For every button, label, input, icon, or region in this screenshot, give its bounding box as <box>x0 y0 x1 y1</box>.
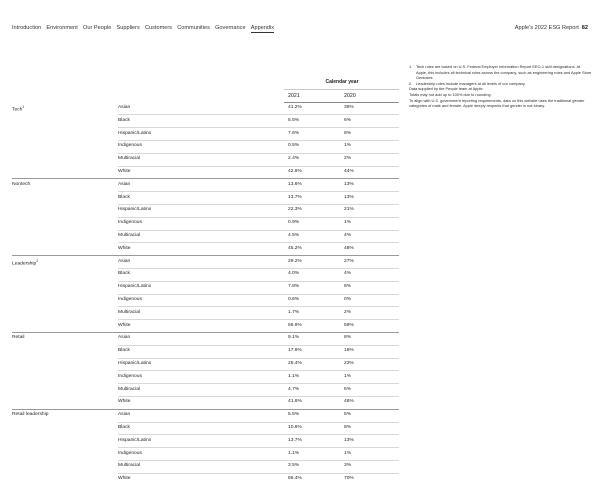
category-name: Nontech <box>12 182 30 187</box>
row-label: Multiracial <box>118 387 140 392</box>
row-divider <box>118 306 399 307</box>
row-label: Indigenous <box>118 143 142 148</box>
footnote-text: Data supplied by the People team at Apple. <box>409 86 484 91</box>
value-2020: 13% <box>344 195 354 200</box>
value-2021: 7.6% <box>288 131 299 136</box>
row-label: Multiracial <box>118 310 140 315</box>
report-title: Apple’s 2022 ESG Report <box>515 25 579 31</box>
value-2020: 6% <box>344 118 351 123</box>
value-2020: 27% <box>344 259 354 264</box>
nav-tab-environment[interactable]: Environment <box>46 25 77 31</box>
value-2021: 13.7% <box>288 438 302 443</box>
value-2021: 4.7% <box>288 387 299 392</box>
value-2021: 29.2% <box>288 259 302 264</box>
column-group-header: Calendar year <box>285 79 399 85</box>
value-2021: 13.6% <box>288 182 302 187</box>
value-2020: 48% <box>344 246 354 251</box>
row-divider <box>118 281 399 282</box>
row-divider <box>118 460 399 461</box>
row-divider <box>118 217 399 218</box>
value-2020: 5% <box>344 387 351 392</box>
nav-tab-appendix[interactable]: Appendix <box>251 25 274 33</box>
value-2021: 56.9% <box>288 323 302 328</box>
nav-tab-suppliers[interactable]: Suppliers <box>117 25 140 31</box>
category-name: Tech <box>12 108 22 113</box>
category-label <box>12 105 24 113</box>
value-2021: 0.5% <box>288 143 299 148</box>
value-2021: 7.8% <box>288 284 299 289</box>
value-2021: 25.4% <box>288 361 302 366</box>
value-2021: 10.6% <box>288 425 302 430</box>
row-label: White <box>118 323 131 328</box>
row-divider <box>118 434 399 435</box>
row-divider <box>118 422 399 423</box>
row-divider <box>118 127 399 128</box>
row-label: Hispanic/Latinx <box>118 207 151 212</box>
report-header <box>515 25 588 31</box>
row-divider <box>118 345 399 346</box>
value-2021: 1.1% <box>288 451 299 456</box>
value-2021: 9.1% <box>288 335 299 340</box>
row-label: Asian <box>118 182 130 187</box>
row-label: Hispanic/Latinx <box>118 284 151 289</box>
footnote-text: Totals may not add up to 100% due to rounding. <box>409 92 492 97</box>
row-label: Asian <box>118 412 130 417</box>
row-label: Black <box>118 348 130 353</box>
footnotes <box>409 64 592 109</box>
nav-tab-our-people[interactable]: Our People <box>83 25 111 31</box>
value-2021: 3.5% <box>288 463 299 468</box>
row-divider <box>118 383 399 384</box>
value-2020: 8% <box>344 425 351 430</box>
row-label: Black <box>118 425 130 430</box>
row-divider <box>118 319 399 320</box>
value-2021: 5.5% <box>288 118 299 123</box>
row-divider <box>118 294 399 295</box>
group-divider <box>12 332 399 333</box>
value-2021: 4.5% <box>288 233 299 238</box>
row-label: Multiracial <box>118 233 140 238</box>
footnote <box>409 98 592 109</box>
row-label: Indigenous <box>118 374 142 379</box>
value-2020: 46% <box>344 399 354 404</box>
row-divider <box>118 473 399 474</box>
row-label: Indigenous <box>118 451 142 456</box>
row-label: Asian <box>118 105 130 110</box>
value-2020: 59% <box>344 323 354 328</box>
footnote-text: To align with U.S. government reporting requirements, data on this website uses the traditional gender categories of male and female. Apple deeply respects that gender is not binary. <box>409 98 584 109</box>
value-2021: 41.2% <box>288 105 302 110</box>
category-label <box>12 412 48 417</box>
row-divider <box>118 191 399 192</box>
group-divider <box>12 255 399 256</box>
group-divider <box>12 409 399 410</box>
value-2021: 0.9% <box>288 220 299 225</box>
value-2021: 2.4% <box>288 156 299 161</box>
value-2020: 39% <box>344 105 354 110</box>
row-label: Black <box>118 118 130 123</box>
row-label: Asian <box>118 259 130 264</box>
footnote-number: 1. <box>409 64 412 70</box>
footnote-marker: 2 <box>36 259 38 263</box>
value-2020: 0% <box>344 297 351 302</box>
footnote <box>409 64 592 81</box>
group-divider <box>12 178 399 179</box>
row-label: White <box>118 169 131 174</box>
row-label: Multiracial <box>118 156 140 161</box>
row-divider <box>118 447 399 448</box>
value-2021: 1.1% <box>288 374 299 379</box>
value-2021: 0.6% <box>288 297 299 302</box>
value-2021: 45.2% <box>288 246 302 251</box>
value-2020: 1% <box>344 220 351 225</box>
value-2021: 22.3% <box>288 207 302 212</box>
category-label <box>12 182 30 187</box>
value-2021: 4.0% <box>288 271 299 276</box>
year-2020-header: 2020 <box>344 93 356 99</box>
row-label: White <box>118 476 131 481</box>
row-divider <box>118 268 399 269</box>
value-2020: 8% <box>344 131 351 136</box>
row-label: Asian <box>118 335 130 340</box>
row-divider <box>118 242 399 243</box>
header-divider <box>284 102 399 103</box>
section-nav <box>12 25 279 31</box>
nav-tab-introduction[interactable]: Introduction <box>12 25 41 31</box>
row-label: Indigenous <box>118 297 142 302</box>
value-2020: 2% <box>344 156 351 161</box>
value-2020: 8% <box>344 284 351 289</box>
value-2020: 21% <box>344 207 354 212</box>
nav-tab-communities[interactable]: Communities <box>177 25 210 31</box>
year-2021-header: 2021 <box>288 93 300 99</box>
row-divider <box>118 358 399 359</box>
value-2021: 5.5% <box>288 412 299 417</box>
value-2021: 42.6% <box>288 169 302 174</box>
row-divider <box>118 166 399 167</box>
value-2020: 1% <box>344 143 351 148</box>
nav-tab-customers[interactable]: Customers <box>145 25 172 31</box>
value-2020: 8% <box>344 335 351 340</box>
row-label: Indigenous <box>118 220 142 225</box>
value-2020: 4% <box>344 233 351 238</box>
column-group-divider <box>284 89 399 90</box>
value-2020: 44% <box>344 169 354 174</box>
row-label: Black <box>118 195 130 200</box>
row-label: Hispanic/Latinx <box>118 361 151 366</box>
row-divider <box>118 114 399 115</box>
value-2020: 16% <box>344 348 354 353</box>
value-2020: 3% <box>344 463 351 468</box>
category-name: Retail leadership <box>12 412 48 417</box>
row-label: White <box>118 399 131 404</box>
row-divider <box>118 153 399 154</box>
footnote-text: Leadership roles include managers at all levels of our company. <box>416 81 526 86</box>
row-divider <box>118 396 399 397</box>
row-divider <box>118 230 399 231</box>
value-2021: 13.7% <box>288 195 302 200</box>
value-2021: 66.4% <box>288 476 302 481</box>
category-label <box>12 259 38 267</box>
value-2020: 23% <box>344 361 354 366</box>
value-2021: 17.9% <box>288 348 302 353</box>
value-2020: 2% <box>344 310 351 315</box>
nav-tab-governance[interactable]: Governance <box>215 25 245 31</box>
value-2021: 1.7% <box>288 310 299 315</box>
row-label: Multiracial <box>118 463 140 468</box>
footnote-text: Tech roles are based on U.S. Federal Employer Information Report EEO-1 skill designations. At Apple, this includes all technical roles across the company, such as engineering roles and Apple Store Geniuses. <box>416 64 591 80</box>
row-label: White <box>118 246 131 251</box>
category-label <box>12 335 25 340</box>
category-name: Retail <box>12 335 25 340</box>
footnote-number: 2. <box>409 81 412 87</box>
row-divider <box>118 370 399 371</box>
value-2020: 5% <box>344 412 351 417</box>
row-divider <box>118 140 399 141</box>
value-2020: 13% <box>344 182 354 187</box>
category-name: Leadership <box>12 261 36 266</box>
footnote-marker: 1 <box>22 105 24 109</box>
row-label: Hispanic/Latinx <box>118 438 151 443</box>
value-2020: 1% <box>344 451 351 456</box>
value-2020: 13% <box>344 438 354 443</box>
value-2020: 70% <box>344 476 354 481</box>
row-label: Black <box>118 271 130 276</box>
page-number: 82 <box>582 25 588 31</box>
row-label: Hispanic/Latinx <box>118 131 151 136</box>
row-divider <box>118 204 399 205</box>
value-2020: 4% <box>344 271 351 276</box>
value-2020: 1% <box>344 374 351 379</box>
value-2021: 41.6% <box>288 399 302 404</box>
